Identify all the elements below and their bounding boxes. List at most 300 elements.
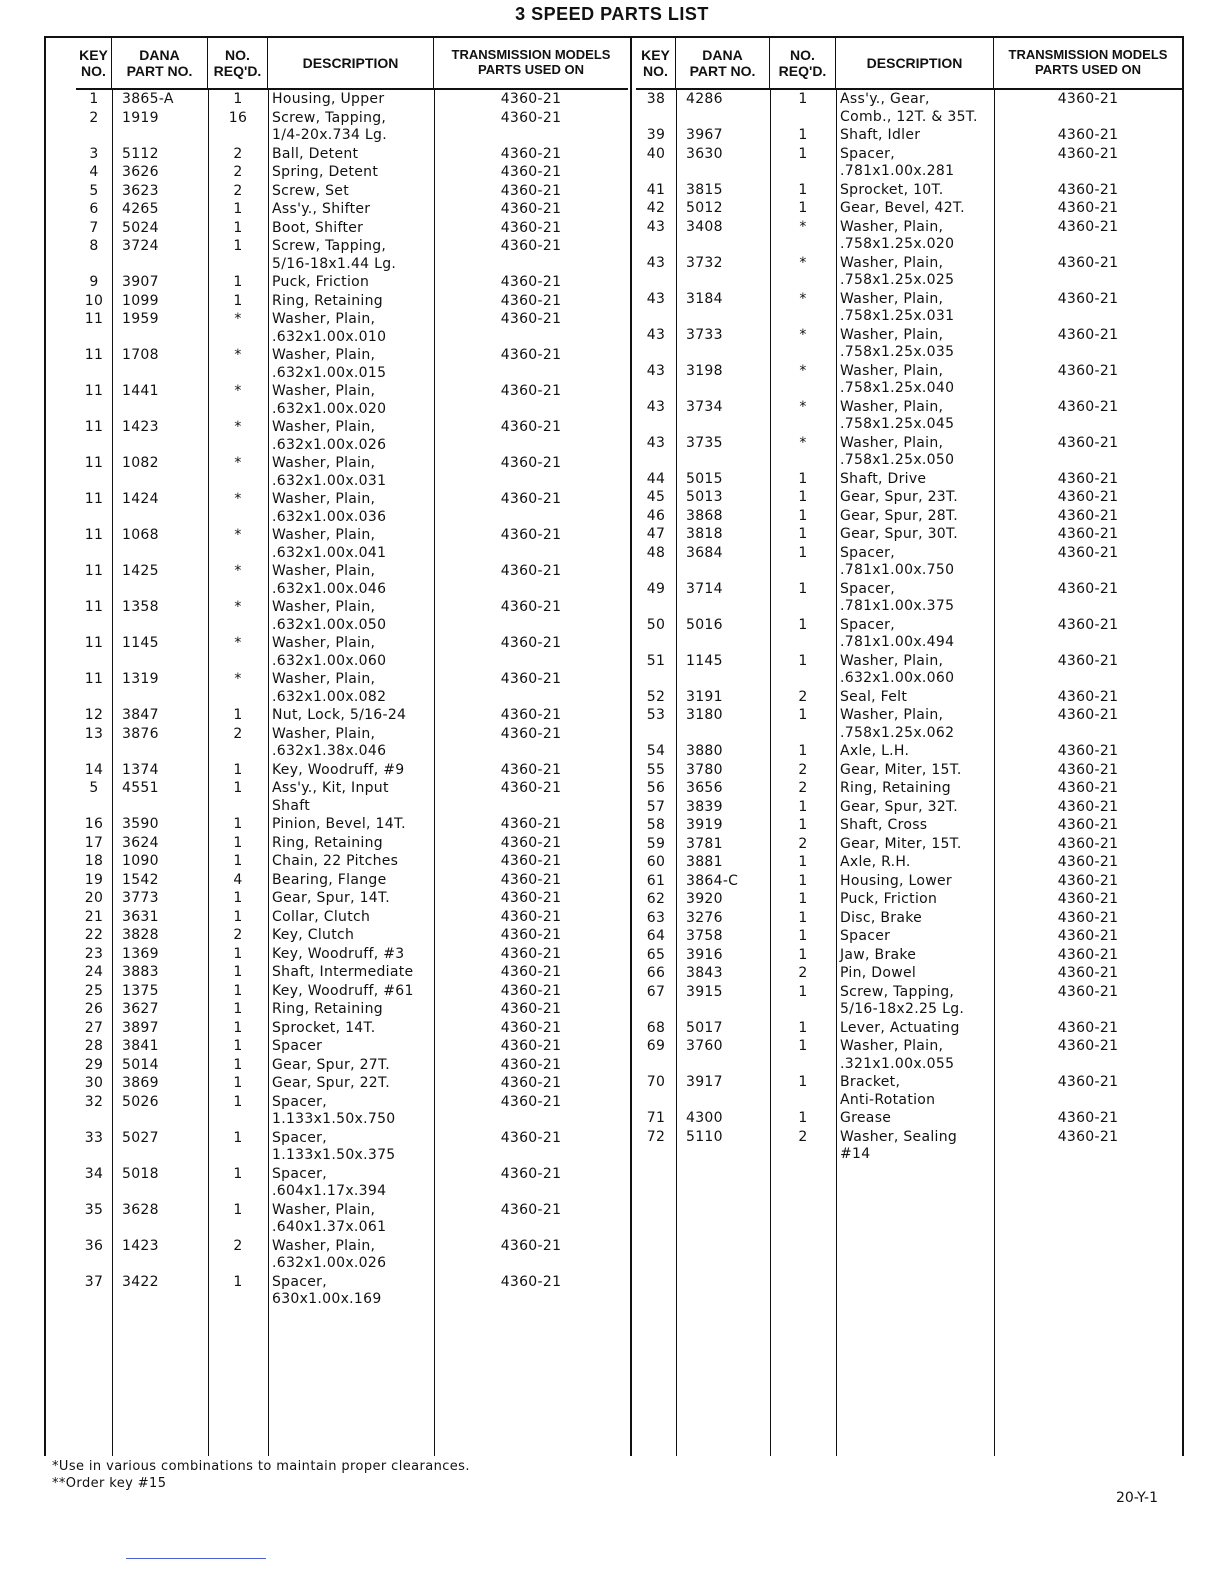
part-number-cell: 1369: [122, 945, 159, 962]
left-rows: [76, 90, 628, 1456]
model-cell: 4360-21: [1057, 398, 1119, 415]
part-number-cell: 3864-C: [686, 872, 739, 889]
description-cell: Washer, Plain, .632x1.00x.050: [272, 599, 387, 633]
model-cell: 4360-21: [500, 238, 562, 254]
key-cell: 9: [89, 274, 99, 290]
quantity-cell: 1: [798, 652, 808, 669]
description-cell: Washer, Plain, .758x1.25x.031: [840, 290, 955, 324]
key-cell: 54: [646, 743, 666, 759]
part-number-cell: 3734: [686, 398, 723, 415]
description-cell: Washer, Plain, .632x1.00x.041: [272, 527, 387, 561]
model-cell: 4360-21: [1057, 181, 1119, 198]
key-cell: 71: [646, 1110, 666, 1126]
key-cell: 28: [84, 1038, 104, 1054]
part-number-cell: 3180: [686, 707, 723, 723]
model-cell: 4360-21: [1057, 1038, 1119, 1054]
part-number-cell: 3880: [686, 743, 723, 759]
description-cell: Washer, Plain, .758x1.25x.040: [840, 362, 955, 396]
description-cell: Ball, Detent: [272, 145, 359, 162]
right-rows: [636, 90, 1182, 1456]
quantity-cell: 2: [798, 761, 808, 778]
description-cell: Pinion, Bevel, 14T.: [272, 816, 406, 832]
description-cell: Spacer, .604x1.17x.394: [272, 1165, 387, 1199]
table-row: [76, 292, 628, 311]
description-cell: Lever, Actuating: [840, 1019, 960, 1036]
table-row: [76, 1165, 628, 1201]
quantity-cell: 2: [798, 688, 808, 705]
key-cell: 72: [646, 1128, 666, 1145]
model-cell: 4360-21: [500, 707, 562, 723]
quantity-cell: 1: [233, 780, 243, 796]
model-cell: 4360-21: [1057, 652, 1119, 669]
key-cell: 42: [646, 200, 666, 216]
part-number-cell: 5112: [122, 145, 159, 162]
part-number-cell: 3590: [122, 816, 159, 832]
quantity-cell: *: [234, 419, 242, 435]
part-number-cell: 3865-A: [122, 91, 174, 107]
quantity-cell: 1: [233, 982, 243, 999]
model-cell: 4360-21: [500, 311, 562, 327]
key-cell: 48: [646, 544, 666, 561]
quantity-cell: 1: [233, 238, 243, 254]
quantity-cell: *: [234, 311, 242, 327]
model-cell: 4360-21: [500, 164, 562, 180]
model-cell: 4360-21: [1057, 835, 1119, 852]
table-row: [636, 470, 1182, 489]
part-number-cell: 1425: [122, 563, 159, 579]
table-row: [636, 1037, 1182, 1073]
quantity-cell: 1: [798, 1038, 808, 1054]
quantity-cell: 1: [798, 909, 808, 926]
key-cell: 11: [84, 383, 104, 399]
key-cell: 40: [646, 145, 666, 162]
key-cell: 30: [84, 1075, 104, 1091]
description-cell: Axle, R.H.: [840, 854, 911, 870]
model-cell: 4360-21: [500, 908, 562, 925]
left-table-half: [76, 38, 628, 1456]
key-cell: 26: [84, 1001, 104, 1017]
key-cell: 62: [646, 891, 666, 907]
description-cell: Washer, Plain, .632x1.00x.026: [272, 419, 387, 453]
model-cell: 4360-21: [1057, 434, 1119, 451]
header-models-label: TRANSMISSION MODELS PARTS USED ON: [1008, 47, 1168, 77]
table-row: [76, 1037, 628, 1056]
key-cell: 53: [646, 707, 666, 723]
key-cell: 7: [89, 219, 99, 236]
key-cell: 43: [646, 326, 666, 343]
quantity-cell: 1: [798, 983, 808, 1000]
model-cell: 4360-21: [500, 853, 562, 869]
part-number-cell: 3919: [686, 817, 723, 833]
table-row: [636, 181, 1182, 200]
description-cell: Shaft, Drive: [840, 470, 927, 487]
header-part: [112, 38, 208, 88]
quantity-cell: *: [799, 398, 807, 415]
part-number-cell: 3198: [686, 362, 723, 379]
key-cell: 11: [84, 635, 104, 651]
quantity-cell: *: [234, 563, 242, 579]
quantity-cell: 1: [233, 816, 243, 832]
table-row: [636, 816, 1182, 835]
model-cell: 4360-21: [500, 527, 562, 543]
table-row: [76, 273, 628, 292]
part-number-cell: 3758: [686, 928, 723, 944]
part-number-cell: 4300: [686, 1110, 723, 1126]
model-cell: 4360-21: [500, 219, 562, 236]
key-cell: 38: [646, 91, 666, 107]
table-row: [76, 382, 628, 418]
key-cell: 44: [646, 470, 666, 487]
quantity-cell: 1: [798, 91, 808, 107]
description-cell: Washer, Plain, .632x1.00x.026: [272, 1237, 387, 1271]
table-row: [636, 909, 1182, 928]
description-cell: Screw, Tapping, 1/4-20x.734 Lg.: [272, 109, 387, 143]
part-number-cell: 3760: [686, 1038, 723, 1054]
part-number-cell: 5017: [686, 1019, 723, 1036]
part-number-cell: 1099: [122, 292, 159, 309]
key-cell: 11: [84, 671, 104, 687]
header-key-label: KEY NO.: [79, 46, 108, 79]
table-row: [636, 706, 1182, 742]
quantity-cell: 1: [233, 1075, 243, 1091]
description-cell: Washer, Plain, .632x1.00x.082: [272, 671, 387, 705]
key-cell: 36: [84, 1237, 104, 1254]
table-row: [76, 182, 628, 201]
key-cell: 43: [646, 398, 666, 415]
right-table-half: [636, 38, 1182, 1456]
quantity-cell: *: [799, 326, 807, 343]
model-cell: 4360-21: [1057, 127, 1119, 143]
key-cell: 19: [84, 871, 104, 888]
description-cell: Ass'y., Kit, Input Shaft: [272, 780, 389, 814]
table-row: [636, 199, 1182, 218]
table-row: [76, 926, 628, 945]
key-cell: 29: [84, 1056, 104, 1073]
quantity-cell: 1: [798, 891, 808, 907]
part-number-cell: 3732: [686, 254, 723, 271]
description-cell: Spacer, 1.133x1.50x.750: [272, 1093, 396, 1127]
description-cell: Spacer, .781x1.00x.375: [840, 580, 955, 614]
key-cell: 18: [84, 853, 104, 869]
key-cell: 5: [89, 780, 99, 796]
quantity-cell: 16: [228, 109, 248, 126]
key-cell: 49: [646, 580, 666, 597]
key-cell: 69: [646, 1038, 666, 1054]
table-row: [636, 398, 1182, 434]
model-cell: 4360-21: [1057, 489, 1119, 505]
table-row: [76, 1273, 628, 1309]
quantity-cell: 1: [798, 946, 808, 963]
part-number-cell: 5024: [122, 219, 159, 236]
quantity-cell: 1: [798, 743, 808, 759]
description-cell: Spacer, .781x1.00x.494: [840, 616, 955, 650]
quantity-cell: 1: [798, 707, 808, 723]
model-cell: 4360-21: [500, 145, 562, 162]
part-number-cell: 5013: [686, 489, 723, 505]
quantity-cell: *: [234, 491, 242, 507]
model-cell: 4360-21: [500, 274, 562, 290]
key-cell: 67: [646, 983, 666, 1000]
description-cell: Ring, Retaining: [840, 780, 951, 796]
model-cell: 4360-21: [500, 201, 562, 217]
model-cell: 4360-21: [500, 455, 562, 471]
quantity-cell: 1: [233, 890, 243, 906]
part-number-cell: 3920: [686, 891, 723, 907]
quantity-cell: 1: [798, 200, 808, 216]
table-row: [76, 634, 628, 670]
description-cell: Gear, Spur, 30T.: [840, 526, 958, 542]
table-row: [636, 688, 1182, 707]
key-cell: 23: [84, 945, 104, 962]
header-desc: [268, 38, 434, 88]
model-cell: 4360-21: [1057, 1074, 1119, 1090]
part-number-cell: 3627: [122, 1001, 159, 1017]
quantity-cell: 1: [233, 1056, 243, 1073]
quantity-cell: *: [234, 599, 242, 615]
part-number-cell: 1424: [122, 491, 159, 507]
quantity-cell: 2: [233, 1237, 243, 1254]
table-row: [76, 852, 628, 871]
header-part: [676, 38, 770, 88]
model-cell: 4360-21: [500, 383, 562, 399]
key-cell: 56: [646, 780, 666, 796]
model-cell: 4360-21: [1057, 544, 1119, 561]
table-row: [76, 310, 628, 346]
part-number-cell: 5027: [122, 1129, 159, 1146]
part-number-cell: 3656: [686, 780, 723, 796]
key-cell: 12: [84, 707, 104, 723]
table-row: [76, 779, 628, 815]
model-cell: 4360-21: [1057, 965, 1119, 981]
center-divider: [630, 38, 632, 1456]
part-number-cell: 1441: [122, 383, 159, 399]
table-row: [76, 526, 628, 562]
part-number-cell: 1319: [122, 671, 159, 687]
header-part-label: DANA PART NO.: [126, 46, 193, 79]
header-part-label: DANA PART NO.: [689, 46, 756, 79]
table-row: [76, 90, 628, 109]
description-cell: Washer, Plain, .632x1.00x.020: [272, 383, 387, 417]
table-row: [76, 562, 628, 598]
description-cell: Washer, Plain, .758x1.25x.062: [840, 707, 955, 741]
table-row: [76, 945, 628, 964]
footnote: **Order key #15: [52, 1476, 167, 1491]
key-cell: 25: [84, 982, 104, 999]
key-cell: 3: [89, 145, 99, 162]
quantity-cell: 1: [798, 928, 808, 944]
key-cell: 59: [646, 835, 666, 852]
description-cell: Spacer, .781x1.00x.750: [840, 544, 955, 578]
key-cell: 11: [84, 491, 104, 507]
quantity-cell: 1: [798, 544, 808, 561]
quantity-cell: 1: [233, 1019, 243, 1036]
model-cell: 4360-21: [500, 964, 562, 980]
part-number-cell: 3724: [122, 238, 159, 254]
description-cell: Boot, Shifter: [272, 219, 364, 236]
table-row: [76, 145, 628, 164]
part-number-cell: 5110: [686, 1128, 723, 1145]
part-number-cell: 3733: [686, 326, 723, 343]
part-number-cell: 3781: [686, 835, 723, 852]
page-title: 3 SPEED PARTS LIST: [515, 4, 709, 24]
part-number-cell: 3828: [122, 927, 159, 943]
description-cell: Washer, Plain, .640x1.37x.061: [272, 1201, 387, 1235]
key-cell: 37: [84, 1273, 104, 1290]
part-number-cell: 3623: [122, 182, 159, 199]
table-header: [636, 38, 1182, 90]
key-cell: 41: [646, 181, 666, 198]
description-cell: Washer, Plain, .632x1.00x.060: [272, 635, 387, 669]
description-cell: Axle, L.H.: [840, 743, 910, 759]
part-number-cell: 3630: [686, 145, 723, 162]
quantity-cell: 1: [233, 964, 243, 980]
table-row: [76, 706, 628, 725]
quantity-cell: *: [799, 218, 807, 235]
part-number-cell: 3422: [122, 1273, 159, 1290]
description-cell: Gear, Spur, 22T.: [272, 1075, 390, 1091]
part-number-cell: 1375: [122, 982, 159, 999]
part-number-cell: 3841: [122, 1038, 159, 1054]
quantity-cell: 1: [233, 1129, 243, 1146]
key-cell: 43: [646, 362, 666, 379]
table-row: [636, 290, 1182, 326]
model-cell: 4360-21: [1057, 254, 1119, 271]
key-cell: 13: [84, 725, 104, 742]
header-desc-label: DESCRIPTION: [866, 54, 963, 71]
part-number-cell: 3883: [122, 964, 159, 980]
model-cell: 4360-21: [500, 563, 562, 579]
part-number-cell: 3876: [122, 725, 159, 742]
quantity-cell: 4: [233, 871, 243, 888]
table-row: [76, 1000, 628, 1019]
key-cell: 24: [84, 964, 104, 980]
table-row: [76, 237, 628, 273]
key-cell: 43: [646, 218, 666, 235]
header-models: [434, 38, 628, 88]
quantity-cell: 2: [233, 145, 243, 162]
key-cell: 21: [84, 908, 104, 925]
key-cell: 8: [89, 238, 99, 254]
quantity-cell: 1: [233, 1093, 243, 1110]
model-cell: 4360-21: [500, 1093, 562, 1110]
model-cell: 4360-21: [500, 834, 562, 851]
key-cell: 55: [646, 761, 666, 778]
key-cell: 63: [646, 909, 666, 926]
part-number-cell: 1145: [122, 635, 159, 651]
description-cell: Washer, Sealing #14: [840, 1128, 958, 1162]
quantity-cell: 1: [233, 853, 243, 869]
key-cell: 4: [89, 164, 99, 180]
quantity-cell: 2: [798, 965, 808, 981]
key-cell: 43: [646, 254, 666, 271]
quantity-cell: 1: [233, 1201, 243, 1218]
quantity-cell: 1: [233, 1273, 243, 1290]
model-cell: 4360-21: [500, 1075, 562, 1091]
key-cell: 14: [84, 761, 104, 778]
model-cell: 4360-21: [1057, 290, 1119, 307]
model-cell: 4360-21: [500, 1201, 562, 1218]
part-number-cell: 5026: [122, 1093, 159, 1110]
quantity-cell: 1: [233, 1038, 243, 1054]
table-row: [76, 871, 628, 890]
table-row: [636, 326, 1182, 362]
model-cell: 4360-21: [500, 927, 562, 943]
model-cell: 4360-21: [1057, 983, 1119, 1000]
key-cell: 51: [646, 652, 666, 669]
part-number-cell: 1082: [122, 455, 159, 471]
quantity-cell: 2: [233, 164, 243, 180]
quantity-cell: 2: [233, 725, 243, 742]
footnotes: [52, 1458, 470, 1492]
quantity-cell: 1: [798, 872, 808, 889]
key-cell: 11: [84, 563, 104, 579]
description-cell: Spacer, 630x1.00x.169: [272, 1273, 382, 1307]
description-cell: Key, Woodruff, #9: [272, 761, 405, 778]
table-row: [636, 580, 1182, 616]
quantity-cell: 1: [233, 292, 243, 309]
quantity-cell: 1: [798, 145, 808, 162]
part-number-cell: 1919: [122, 109, 159, 126]
key-cell: 46: [646, 507, 666, 524]
model-cell: 4360-21: [1057, 743, 1119, 759]
key-cell: 68: [646, 1019, 666, 1036]
model-cell: 4360-21: [1057, 707, 1119, 723]
quantity-cell: 1: [798, 1110, 808, 1126]
model-cell: 4360-21: [1057, 817, 1119, 833]
table-row: [636, 1073, 1182, 1109]
table-row: [76, 908, 628, 927]
description-cell: Washer, Plain, .632x1.38x.046: [272, 725, 387, 759]
description-cell: Ass'y., Gear, Comb., 12T. & 35T.: [840, 91, 978, 125]
header-req-label: NO. REQ'D.: [213, 46, 262, 79]
part-number-cell: 1423: [122, 419, 159, 435]
part-number-cell: 3714: [686, 580, 723, 597]
header-desc: [836, 38, 994, 88]
part-number-cell: 5014: [122, 1056, 159, 1073]
header-req: [770, 38, 836, 88]
header-desc-label: DESCRIPTION: [302, 54, 399, 71]
table-row: [76, 598, 628, 634]
quantity-cell: *: [799, 290, 807, 307]
key-cell: 61: [646, 872, 666, 889]
model-cell: 4360-21: [500, 725, 562, 742]
model-cell: 4360-21: [1057, 91, 1119, 107]
description-cell: Collar, Clutch: [272, 908, 371, 925]
description-cell: Washer, Plain, .321x1.00x.055: [840, 1038, 955, 1072]
table-row: [636, 983, 1182, 1019]
part-number-cell: 3967: [686, 127, 723, 143]
description-cell: Washer, Plain, .632x1.00x.036: [272, 491, 387, 525]
table-row: [636, 872, 1182, 891]
part-number-cell: 3626: [122, 164, 159, 180]
key-cell: 2: [89, 109, 99, 126]
model-cell: 4360-21: [500, 780, 562, 796]
model-cell: 4360-21: [1057, 526, 1119, 542]
quantity-cell: 1: [798, 181, 808, 198]
table-row: [636, 1109, 1182, 1128]
part-number-cell: 1068: [122, 527, 159, 543]
page-number: 20-Y-1: [1115, 1490, 1158, 1506]
quantity-cell: *: [234, 527, 242, 543]
description-cell: Spacer: [840, 928, 891, 944]
part-number-cell: 1358: [122, 599, 159, 615]
model-cell: 4360-21: [500, 945, 562, 962]
quantity-cell: 1: [233, 219, 243, 236]
table-row: [636, 362, 1182, 398]
description-cell: Key, Clutch: [272, 927, 355, 943]
table-row: [636, 126, 1182, 145]
key-cell: 16: [84, 816, 104, 832]
